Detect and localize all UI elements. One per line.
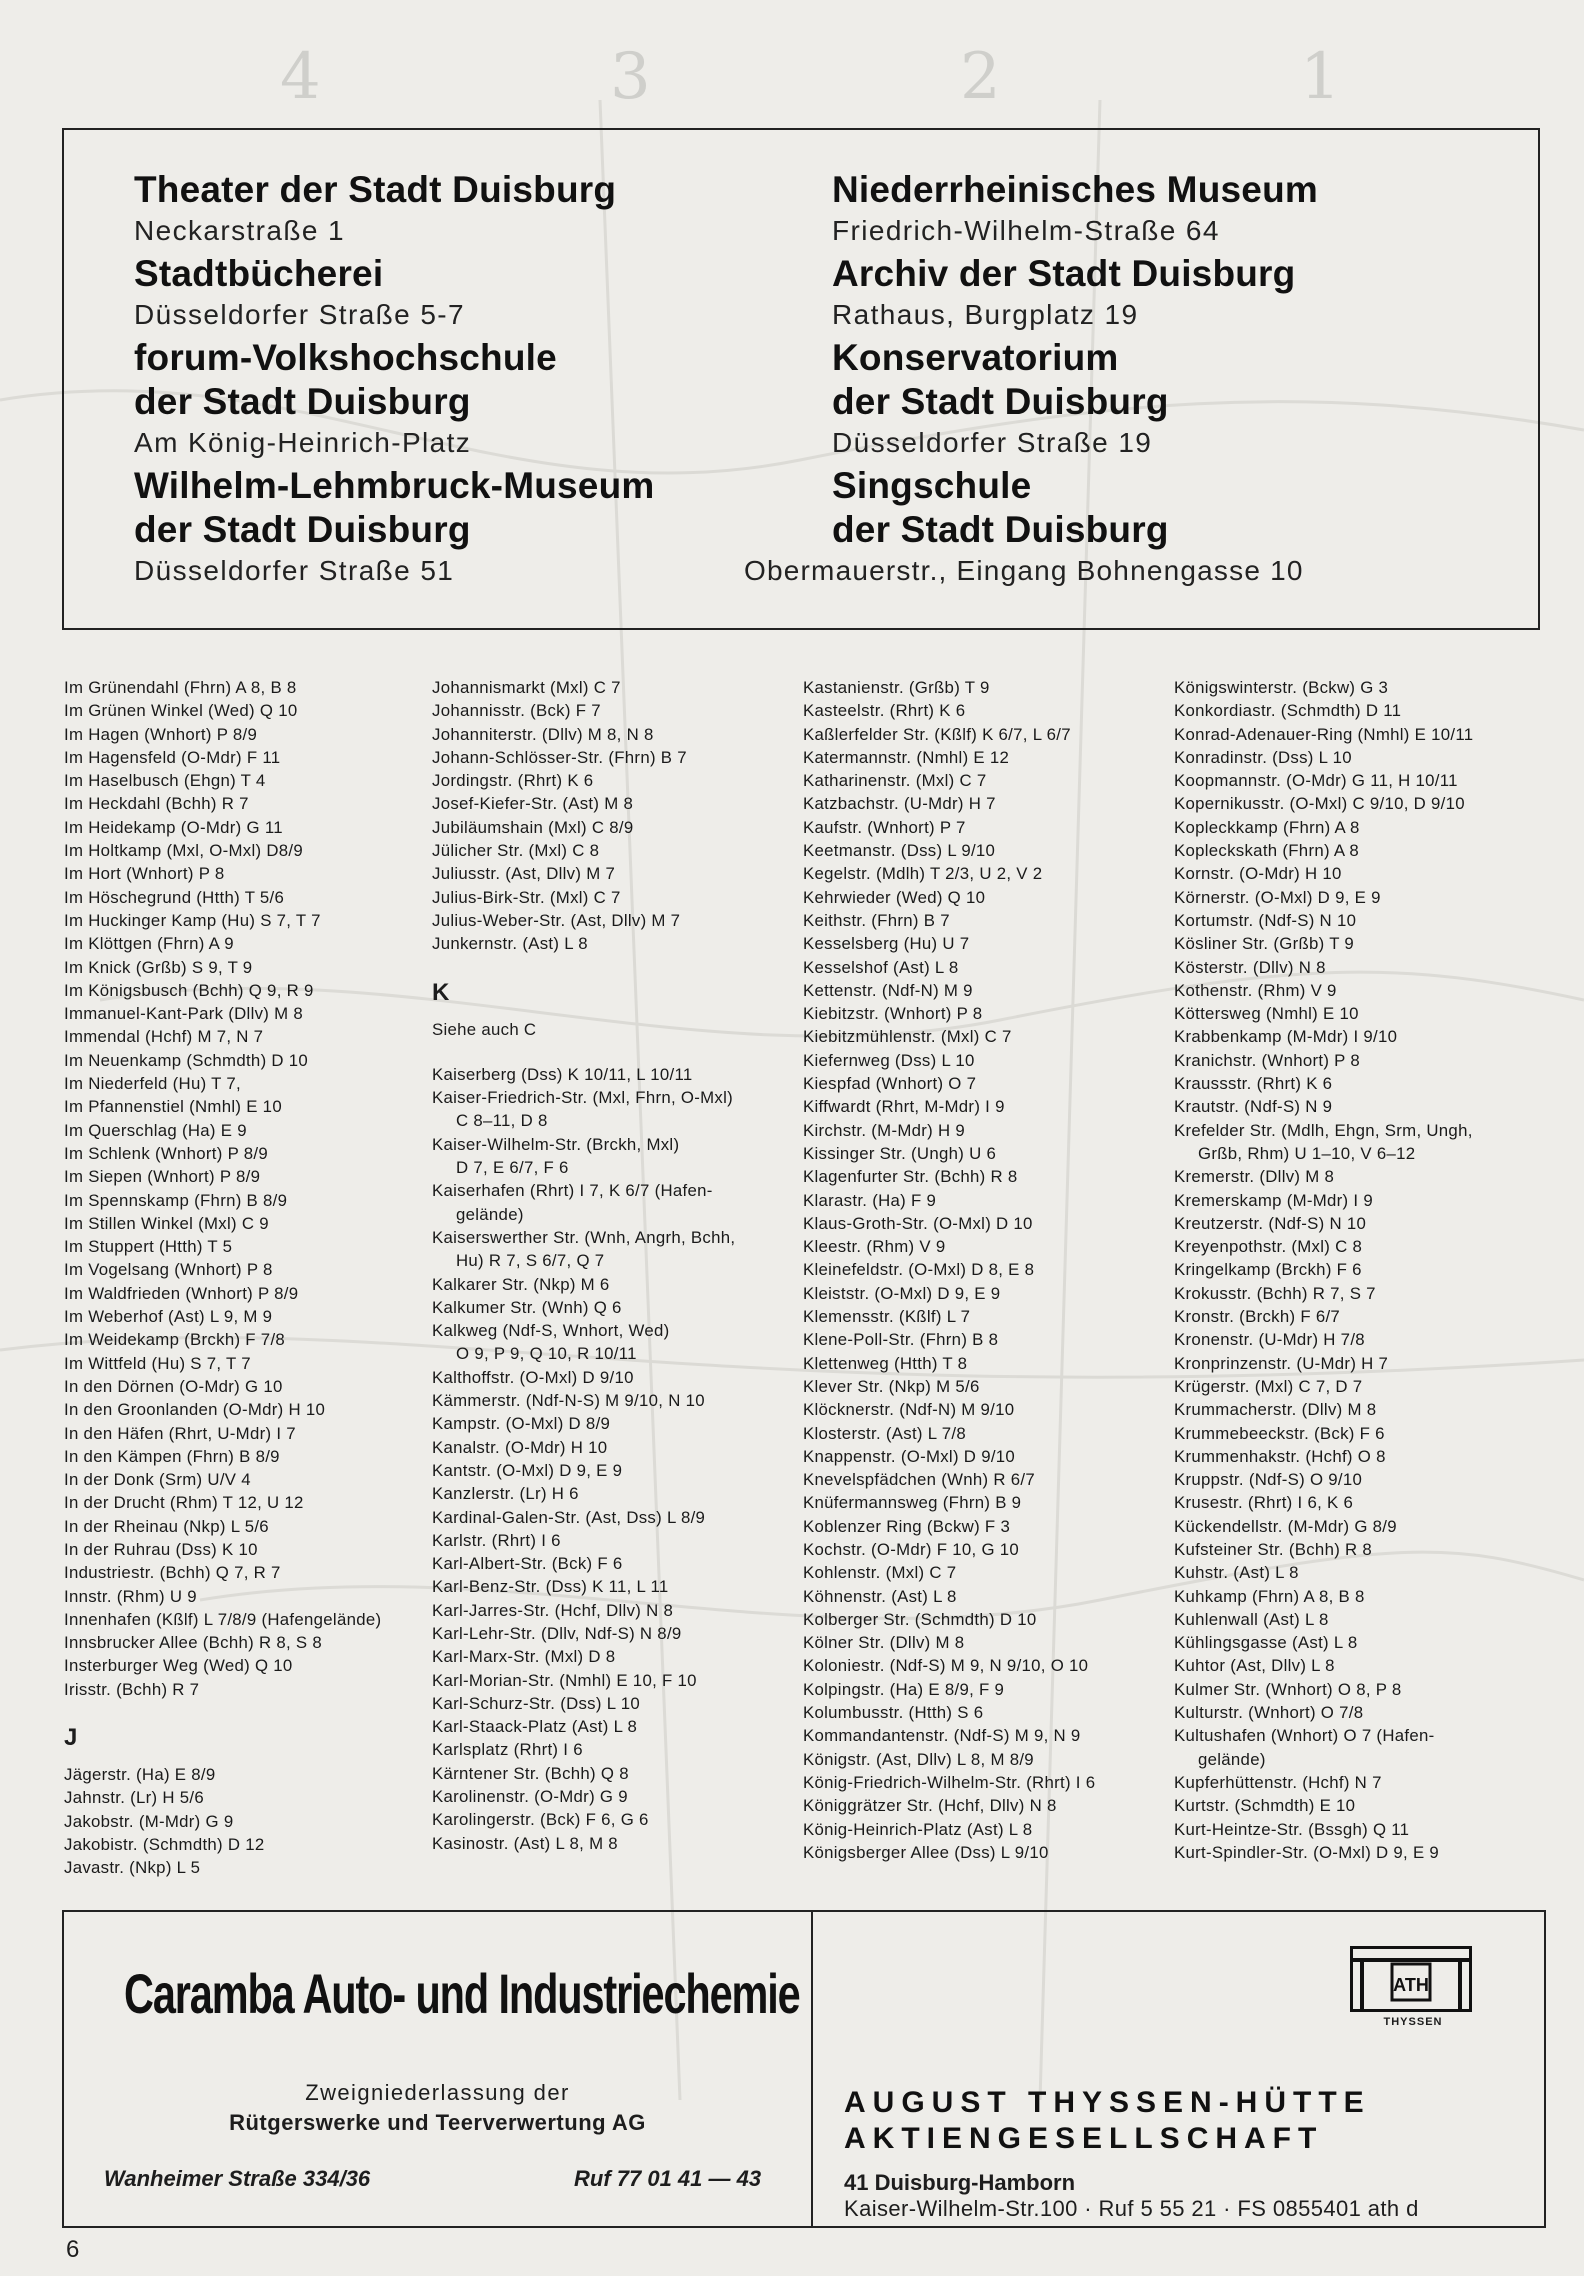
street-entry: Kleinefeldstr. (O-Mxl) D 8, E 8 — [803, 1260, 1035, 1280]
institution-name: Singschule — [832, 465, 1032, 506]
street-entry: Katermannstr. (Nmhl) E 12 — [803, 747, 1010, 767]
institution-address: Düsseldorfer Straße 5-7 — [134, 299, 465, 330]
street-entry: Kesselshof (Ast) L 8 — [803, 957, 959, 977]
street-entry: Industriestr. (Bchh) Q 7, R 7 — [64, 1563, 281, 1583]
street-entry: Insterburger Weg (Wed) Q 10 — [64, 1656, 293, 1676]
thyssen-brand: THYSSEN — [1383, 2016, 1443, 2028]
street-entry: Kämmerstr. (Ndf-N-S) M 9/10, N 10 — [432, 1391, 705, 1411]
institutions-box — [62, 128, 1540, 630]
street-entry: Keithstr. (Fhrn) B 7 — [803, 910, 950, 930]
street-entry: Kringelkamp (Brckh) F 6 — [1174, 1260, 1362, 1280]
institution-address: Düsseldorfer Straße 51 — [134, 555, 455, 586]
thyssen-city: 41 Duisburg-Hamborn — [844, 2170, 1076, 2195]
street-entry: gelände) — [1198, 1749, 1266, 1769]
institution-address: Rathaus, Burgplatz 19 — [832, 299, 1139, 330]
street-entry: Konradinstr. (Dss) L 10 — [1174, 747, 1352, 767]
street-entry: Im Knick (Grßb) S 9, T 9 — [64, 957, 253, 977]
street-entry: Kleestr. (Rhm) V 9 — [803, 1237, 946, 1257]
street-entry: Knappenstr. (O-Mxl) D 9/10 — [803, 1446, 1016, 1466]
institution-address: Am König-Heinrich-Platz — [134, 427, 472, 458]
street-entry: Immanuel-Kant-Park (Dllv) M 8 — [64, 1004, 304, 1024]
street-entry: Kettenstr. (Ndf-N) M 9 — [803, 980, 973, 1000]
street-entry: Im Wittfeld (Hu) S 7, T 7 — [64, 1353, 251, 1373]
street-entry: Innstr. (Rhm) U 9 — [64, 1586, 197, 1606]
street-entry: Kufsteiner Str. (Bchh) R 8 — [1174, 1539, 1373, 1559]
street-entry: Königswinterstr. (Bckw) G 3 — [1174, 678, 1389, 697]
street-entry: Klemensstr. (Kßlf) L 7 — [803, 1307, 971, 1327]
institution-address: Friedrich-Wilhelm-Straße 64 — [832, 215, 1220, 246]
street-entry: Innsbrucker Allee (Bchh) R 8, S 8 — [64, 1633, 323, 1653]
street-entry: Kaiser-Friedrich-Str. (Mxl, Fhrn, O-Mxl) — [432, 1088, 734, 1108]
street-entry: Karl-Schurz-Str. (Dss) L 10 — [432, 1693, 640, 1713]
street-entry: Kolumbusstr. (Htth) S 6 — [803, 1703, 984, 1723]
street-entry: Karolinenstr. (O-Mdr) G 9 — [432, 1787, 628, 1807]
street-entry: Kruppstr. (Ndf-S) O 9/10 — [1174, 1470, 1363, 1490]
street-entry: Kuhlenwall (Ast) L 8 — [1174, 1609, 1329, 1629]
street-entry: Grßb, Rhm) U 1–10, V 6–12 — [1198, 1143, 1416, 1163]
street-entry: In den Dörnen (O-Mdr) G 10 — [64, 1376, 283, 1396]
street-entry: Kaiserhafen (Rhrt) I 7, K 6/7 (Hafen- — [432, 1181, 713, 1201]
street-entry: Kolpingstr. (Ha) E 8/9, F 9 — [803, 1679, 1005, 1699]
caramba-phone: Ruf 77 01 41 — 43 — [574, 2166, 762, 2191]
street-entry: Karlsplatz (Rhrt) I 6 — [432, 1740, 583, 1760]
street-entry: Javastr. (Nkp) L 5 — [64, 1858, 201, 1878]
street-entry: Im Weberhof (Ast) L 9, M 9 — [64, 1307, 273, 1327]
street-entry: Im Siepen (Wnhort) P 8/9 — [64, 1167, 261, 1187]
street-entry: Kiebitzmühlenstr. (Mxl) C 7 — [803, 1027, 1012, 1047]
street-entry: Klagenfurter Str. (Bchh) R 8 — [803, 1167, 1018, 1187]
index-column-4 — [1174, 676, 1534, 1864]
street-entry: Kurtstr. (Schmdth) E 10 — [1174, 1796, 1356, 1816]
institution-address: Düsseldorfer Straße 19 — [832, 427, 1153, 458]
street-entry: Kreyenpothstr. (Mxl) C 8 — [1174, 1237, 1363, 1257]
street-entry: Kopleckskath (Fhrn) A 8 — [1174, 841, 1360, 861]
street-entry: Klaus-Groth-Str. (O-Mxl) D 10 — [803, 1213, 1033, 1233]
institution-address: Neckarstraße 1 — [134, 215, 345, 246]
street-entry: Kegelstr. (Mdlh) T 2/3, U 2, V 2 — [803, 864, 1043, 884]
street-entry: In den Häfen (Rhrt, U-Mdr) I 7 — [64, 1423, 296, 1443]
street-entry: Jägerstr. (Ha) E 8/9 — [64, 1765, 216, 1785]
institution-name: Niederrheinisches Museum — [832, 169, 1318, 210]
street-entry: Koopmannstr. (O-Mdr) G 11, H 10/11 — [1174, 771, 1458, 791]
index-letter-heading: J — [64, 1724, 78, 1752]
street-entry: Immendal (Hchf) M 7, N 7 — [64, 1027, 264, 1047]
street-entry: Karl-Benz-Str. (Dss) K 11, L 11 — [432, 1577, 669, 1597]
street-entry: Kolberger Str. (Schmdth) D 10 — [803, 1609, 1037, 1629]
street-entry: Kaiserswerther Str. (Wnh, Angrh, Bchh, — [432, 1227, 736, 1247]
street-entry: Karlstr. (Rhrt) I 6 — [432, 1530, 561, 1550]
street-entry: Kornstr. (O-Mdr) H 10 — [1174, 864, 1342, 884]
street-entry: Kortumstr. (Ndf-S) N 10 — [1174, 910, 1357, 930]
street-entry: Katharinenstr. (Mxl) C 7 — [803, 771, 987, 791]
street-entry: Kampstr. (O-Mxl) D 8/9 — [432, 1414, 611, 1434]
institution-name: Konservatorium — [832, 337, 1119, 378]
street-entry: Im Schlenk (Wnhort) P 8/9 — [64, 1143, 268, 1163]
thyssen-name: AUGUST THYSSEN-HÜTTE — [844, 2086, 1371, 2119]
street-entry: Kopleckkamp (Fhrn) A 8 — [1174, 817, 1360, 837]
street-entry: Kuhstr. (Ast) L 8 — [1174, 1563, 1299, 1583]
street-entry: Kasinostr. (Ast) L 8, M 8 — [432, 1833, 618, 1853]
street-entry: Keetmanstr. (Dss) L 9/10 — [803, 841, 996, 861]
street-entry: Julius-Weber-Str. (Ast, Dllv) M 7 — [432, 910, 681, 930]
street-entry: Köhnenstr. (Ast) L 8 — [803, 1586, 957, 1606]
street-entry: Kirchstr. (M-Mdr) H 9 — [803, 1120, 965, 1140]
institution-name: Stadtbücherei — [134, 253, 384, 294]
street-entry: Karl-Staack-Platz (Ast) L 8 — [432, 1717, 638, 1737]
street-entry: Königgrätzer Str. (Hchf, Dllv) N 8 — [803, 1796, 1057, 1816]
street-entry: Im Querschlag (Ha) E 9 — [64, 1120, 247, 1140]
street-entry: Kösterstr. (Dllv) N 8 — [1174, 957, 1326, 977]
street-entry: C 8–11, D 8 — [456, 1111, 548, 1131]
street-entry: Knevelspfädchen (Wnh) R 6/7 — [803, 1470, 1035, 1490]
street-entry: Im Königsbusch (Bchh) Q 9, R 9 — [64, 980, 314, 1000]
index-letter-heading: K — [432, 978, 450, 1006]
thyssen-logo-icon — [1350, 1946, 1472, 2012]
street-entry: Im Hort (Wnhort) P 8 — [64, 864, 225, 884]
caramba-parent-company: Rütgerswerke und Teerverwertung AG — [229, 2110, 646, 2135]
street-entry: Jakobstr. (M-Mdr) G 9 — [64, 1811, 234, 1831]
street-entry: In der Donk (Srm) U/V 4 — [64, 1470, 251, 1490]
index-note: Siehe auch C — [432, 1019, 537, 1039]
street-entry: Koblenzer Ring (Bckw) F 3 — [803, 1516, 1011, 1536]
street-entry: Kuhkamp (Fhrn) A 8, B 8 — [1174, 1586, 1365, 1606]
street-entry: Kühlingsgasse (Ast) L 8 — [1174, 1633, 1358, 1653]
street-entry: Johanniterstr. (Dllv) M 8, N 8 — [432, 724, 654, 744]
street-entry: Johannismarkt (Mxl) C 7 — [432, 678, 621, 697]
street-entry: Konkordiastr. (Schmdth) D 11 — [1174, 701, 1402, 721]
thyssen-address: Kaiser-Wilhelm-Str.100 · Ruf 5 55 21 · FS 0855401 ath d — [844, 2196, 1419, 2221]
street-entry: Im Pfannenstiel (Nmhl) E 10 — [64, 1097, 282, 1117]
thyssen-company-type: AKTIENGESELLSCHAFT — [844, 2122, 1324, 2155]
street-entry: Krokusstr. (Bchh) R 7, S 7 — [1174, 1283, 1376, 1303]
street-entry: Kiespfad (Wnhort) O 7 — [803, 1074, 977, 1094]
street-entry: Jahnstr. (Lr) H 5/6 — [64, 1788, 204, 1808]
street-entry: Köttersweg (Nmhl) E 10 — [1174, 1004, 1359, 1024]
street-entry: Im Waldfrieden (Wnhort) P 8/9 — [64, 1283, 299, 1303]
street-index — [62, 676, 1546, 1886]
street-entry: Im Heidekamp (O-Mdr) G 11 — [64, 817, 283, 837]
institution-name: Theater der Stadt Duisburg — [134, 169, 617, 210]
street-entry: Hu) R 7, S 6/7, Q 7 — [456, 1251, 605, 1271]
street-entry: Kissinger Str. (Ungh) U 6 — [803, 1143, 997, 1163]
street-entry: Karl-Marx-Str. (Mxl) D 8 — [432, 1647, 616, 1667]
institution-name: der Stadt Duisburg — [134, 381, 471, 422]
street-entry: Krummenhakstr. (Hchf) O 8 — [1174, 1446, 1386, 1466]
street-entry: Im Hagen (Wnhort) P 8/9 — [64, 724, 258, 744]
street-entry: Kochstr. (O-Mdr) F 10, G 10 — [803, 1539, 1020, 1559]
street-entry: Krautstr. (Ndf-S) N 9 — [1174, 1097, 1333, 1117]
street-entry: König-Heinrich-Platz (Ast) L 8 — [803, 1819, 1033, 1839]
map-number: 3 — [610, 40, 651, 114]
institution-name: Wilhelm-Lehmbruck-Museum — [134, 465, 655, 506]
institution-address: Obermauerstr., Eingang Bohnengasse 10 — [744, 555, 1304, 586]
map-grid-numbers — [0, 40, 1584, 120]
street-entry: D 7, E 6/7, F 6 — [456, 1158, 569, 1178]
street-entry: Kiebitzstr. (Wnhort) P 8 — [803, 1004, 983, 1024]
street-entry: Kreutzerstr. (Ndf-S) N 10 — [1174, 1213, 1367, 1233]
map-number: 1 — [1300, 40, 1341, 114]
street-entry: Im Grünendahl (Fhrn) A 8, B 8 — [64, 678, 297, 697]
street-entry: Klarastr. (Ha) F 9 — [803, 1190, 937, 1210]
street-entry: Jubiläumshain (Mxl) C 8/9 — [432, 817, 634, 837]
institution-name: forum-Volkshochschule — [134, 337, 557, 378]
street-entry: Kantstr. (O-Mxl) D 9, E 9 — [432, 1460, 623, 1480]
street-entry: Klettenweg (Htth) T 8 — [803, 1353, 968, 1373]
street-entry: Kaufstr. (Wnhort) P 7 — [803, 817, 966, 837]
street-entry: Innenhafen (Kßlf) L 7/8/9 (Hafengelände) — [64, 1609, 382, 1629]
street-entry: König-Friedrich-Wilhelm-Str. (Rhrt) I 6 — [803, 1772, 1096, 1792]
street-entry: Kiffwardt (Rhrt, M-Mdr) I 9 — [803, 1097, 1005, 1117]
street-entry: Im Hagensfeld (O-Mdr) F 11 — [64, 747, 281, 767]
institutions-left-column — [134, 168, 774, 592]
street-entry: Kärntener Str. (Bchh) Q 8 — [432, 1763, 629, 1783]
street-entry: Junkernstr. (Ast) L 8 — [432, 934, 588, 954]
street-entry: Kultushafen (Wnhort) O 7 (Hafen- — [1174, 1726, 1435, 1746]
street-entry: Im Spennskamp (Fhrn) B 8/9 — [64, 1190, 288, 1210]
street-entry: Im Neuenkamp (Schmdth) D 10 — [64, 1050, 309, 1070]
street-entry: Karl-Jarres-Str. (Hchf, Dllv) N 8 — [432, 1600, 674, 1620]
ad-divider — [811, 1912, 813, 2226]
index-column-1 — [64, 676, 424, 1880]
street-entry: Krummacherstr. (Dllv) M 8 — [1174, 1400, 1377, 1420]
street-entry: Kanzlerstr. (Lr) H 6 — [432, 1484, 579, 1504]
institutions-right-column — [744, 168, 1532, 592]
street-entry: Karl-Morian-Str. (Nmhl) E 10, F 10 — [432, 1670, 697, 1690]
caramba-subtitle: Zweigniederlassung der — [305, 2080, 570, 2105]
street-entry: In der Ruhrau (Dss) K 10 — [64, 1539, 258, 1559]
street-entry: Kranichstr. (Wnhort) P 8 — [1174, 1050, 1360, 1070]
street-entry: Kremerskamp (M-Mdr) I 9 — [1174, 1190, 1373, 1210]
street-entry: Im Holtkamp (Mxl, O-Mxl) D8/9 — [64, 841, 303, 861]
street-entry: Kuhtor (Ast, Dllv) L 8 — [1174, 1656, 1335, 1676]
street-entry: Kulturstr. (Wnhort) O 7/8 — [1174, 1703, 1364, 1723]
street-entry: Im Weidekamp (Brckh) F 7/8 — [64, 1330, 286, 1350]
advertisements-box — [62, 1910, 1546, 2228]
street-entry: Im Heckdahl (Bchh) R 7 — [64, 794, 249, 814]
street-entry: Krabbenkamp (M-Mdr) I 9/10 — [1174, 1027, 1398, 1047]
street-entry: Klöcknerstr. (Ndf-N) M 9/10 — [803, 1400, 1015, 1420]
caramba-street: Wanheimer Straße 334/36 — [104, 2166, 371, 2191]
street-entry: Kesselsberg (Hu) U 7 — [803, 934, 970, 954]
street-entry: Kaßlerfelder Str. (Kßlf) K 6/7, L 6/7 — [803, 724, 1071, 744]
street-entry: Jülicher Str. (Mxl) C 8 — [432, 841, 600, 861]
street-entry: Kurt-Spindler-Str. (O-Mxl) D 9, E 9 — [1174, 1842, 1440, 1862]
caramba-title: Caramba Auto- und Industriechemie — [124, 1962, 800, 2025]
street-entry: Kaiser-Wilhelm-Str. (Brckh, Mxl) — [432, 1134, 680, 1154]
street-entry: Kronenstr. (U-Mdr) H 7/8 — [1174, 1330, 1365, 1350]
street-entry: Kupferhüttenstr. (Hchf) N 7 — [1174, 1772, 1382, 1792]
institution-name: der Stadt Duisburg — [832, 509, 1169, 550]
street-entry: gelände) — [456, 1204, 524, 1224]
street-entry: Krefelder Str. (Mdlh, Ehgn, Srm, Ungh, — [1174, 1120, 1473, 1140]
street-entry: O 9, P 9, Q 10, R 10/11 — [456, 1344, 637, 1364]
street-entry: In den Kämpen (Fhrn) B 8/9 — [64, 1446, 280, 1466]
street-entry: Im Niederfeld (Hu) T 7, — [64, 1074, 241, 1094]
street-entry: Im Haselbusch (Ehgn) T 4 — [64, 771, 266, 791]
institution-name: der Stadt Duisburg — [832, 381, 1169, 422]
street-entry: In den Groonlanden (O-Mdr) H 10 — [64, 1400, 326, 1420]
street-entry: Krusestr. (Rhrt) I 6, K 6 — [1174, 1493, 1354, 1513]
street-entry: Kölner Str. (Dllv) M 8 — [803, 1633, 965, 1653]
street-entry: Kronprinzenstr. (U-Mdr) H 7 — [1174, 1353, 1389, 1373]
map-number: 4 — [280, 40, 321, 114]
street-entry: Kleiststr. (O-Mxl) D 9, E 9 — [803, 1283, 1001, 1303]
institution-name: Archiv der Stadt Duisburg — [832, 253, 1296, 294]
street-entry: Kurt-Heintze-Str. (Bssgh) Q 11 — [1174, 1819, 1410, 1839]
street-entry: Kardinal-Galen-Str. (Ast, Dss) L 8/9 — [432, 1507, 706, 1527]
street-entry: Konrad-Adenauer-Ring (Nmhl) E 10/11 — [1174, 724, 1474, 744]
street-entry: Koloniestr. (Ndf-S) M 9, N 9/10, O 10 — [803, 1656, 1089, 1676]
street-entry: Katzbachstr. (U-Mdr) H 7 — [803, 794, 996, 814]
index-column-3 — [803, 676, 1163, 1864]
street-entry: Josef-Kiefer-Str. (Ast) M 8 — [432, 794, 634, 814]
street-entry: Karl-Albert-Str. (Bck) F 6 — [432, 1554, 623, 1574]
street-entry: Julius-Birk-Str. (Mxl) C 7 — [432, 887, 621, 907]
street-entry: Kastanienstr. (Grßb) T 9 — [803, 678, 990, 697]
street-entry: Jordingstr. (Rhrt) K 6 — [432, 771, 594, 791]
street-entry: Kremerstr. (Dllv) M 8 — [1174, 1167, 1335, 1187]
street-entry: Kalthoffstr. (O-Mxl) D 9/10 — [432, 1367, 634, 1387]
street-entry: Kopernikusstr. (O-Mxl) C 9/10, D 9/10 — [1174, 794, 1465, 814]
street-entry: Kohlenstr. (Mxl) C 7 — [803, 1563, 957, 1583]
street-entry: Klosterstr. (Ast) L 7/8 — [803, 1423, 966, 1443]
street-entry: Kalkarer Str. (Nkp) M 6 — [432, 1274, 610, 1294]
street-entry: Kronstr. (Brckh) F 6/7 — [1174, 1307, 1341, 1327]
street-entry: Johann-Schlösser-Str. (Fhrn) B 7 — [432, 747, 687, 767]
index-column-2 — [432, 676, 792, 1855]
street-entry: Kalkumer Str. (Wnh) Q 6 — [432, 1297, 622, 1317]
street-entry: Im Huckinger Kamp (Hu) S 7, T 7 — [64, 910, 321, 930]
street-entry: Kraussstr. (Rhrt) K 6 — [1174, 1074, 1333, 1094]
street-entry: Kanalstr. (O-Mdr) H 10 — [432, 1437, 608, 1457]
street-entry: Königstr. (Ast, Dllv) L 8, M 8/9 — [803, 1749, 1034, 1769]
street-entry: Im Grünen Winkel (Wed) Q 10 — [64, 701, 298, 721]
svg-text:ATH: ATH — [1393, 1975, 1429, 1995]
street-entry: Knüfermannsweg (Fhrn) B 9 — [803, 1493, 1022, 1513]
street-entry: Klene-Poll-Str. (Fhrn) B 8 — [803, 1330, 999, 1350]
street-entry: Krügerstr. (Mxl) C 7, D 7 — [1174, 1376, 1363, 1396]
map-number: 2 — [960, 40, 1001, 114]
street-entry: Kösliner Str. (Grßb) T 9 — [1174, 934, 1355, 954]
street-entry: Im Stillen Winkel (Mxl) C 9 — [64, 1213, 269, 1233]
street-entry: Karolingerstr. (Bck) F 6, G 6 — [432, 1810, 649, 1830]
street-entry: Kückendellstr. (M-Mdr) G 8/9 — [1174, 1516, 1397, 1536]
street-entry: In der Rheinau (Nkp) L 5/6 — [64, 1516, 269, 1536]
street-entry: Klever Str. (Nkp) M 5/6 — [803, 1376, 980, 1396]
street-entry: In der Drucht (Rhm) T 12, U 12 — [64, 1493, 304, 1513]
street-entry: Karl-Lehr-Str. (Dllv, Ndf-S) N 8/9 — [432, 1623, 682, 1643]
street-entry: Im Klöttgen (Fhrn) A 9 — [64, 934, 234, 954]
street-entry: Im Vogelsang (Wnhort) P 8 — [64, 1260, 273, 1280]
street-entry: Körnerstr. (O-Mxl) D 9, E 9 — [1174, 887, 1381, 907]
street-entry: Kehrwieder (Wed) Q 10 — [803, 887, 986, 907]
street-entry: Kothenstr. (Rhm) V 9 — [1174, 980, 1337, 1000]
institution-name: der Stadt Duisburg — [134, 509, 471, 550]
street-entry: Königsberger Allee (Dss) L 9/10 — [803, 1842, 1049, 1862]
street-entry: Kommandantenstr. (Ndf-S) M 9, N 9 — [803, 1726, 1081, 1746]
street-entry: Irisstr. (Bchh) R 7 — [64, 1679, 200, 1699]
street-entry: Kulmer Str. (Wnhort) O 8, P 8 — [1174, 1679, 1402, 1699]
street-entry: Kasteelstr. (Rhrt) K 6 — [803, 701, 966, 721]
street-entry: Krummebeeckstr. (Bck) F 6 — [1174, 1423, 1385, 1443]
street-entry: Johannisstr. (Bck) F 7 — [432, 701, 601, 721]
street-entry: Kalkweg (Ndf-S, Wnhort, Wed) — [432, 1321, 670, 1341]
street-entry: Kiefernweg (Dss) L 10 — [803, 1050, 975, 1070]
street-entry: Im Stuppert (Htth) T 5 — [64, 1237, 233, 1257]
street-entry: Im Höschegrund (Htth) T 5/6 — [64, 887, 285, 907]
street-entry: Jakobistr. (Schmdth) D 12 — [64, 1834, 265, 1854]
street-entry: Kaiserberg (Dss) K 10/11, L 10/11 — [432, 1064, 693, 1084]
page-number: 6 — [66, 2236, 80, 2263]
street-entry: Juliusstr. (Ast, Dllv) M 7 — [432, 864, 616, 884]
